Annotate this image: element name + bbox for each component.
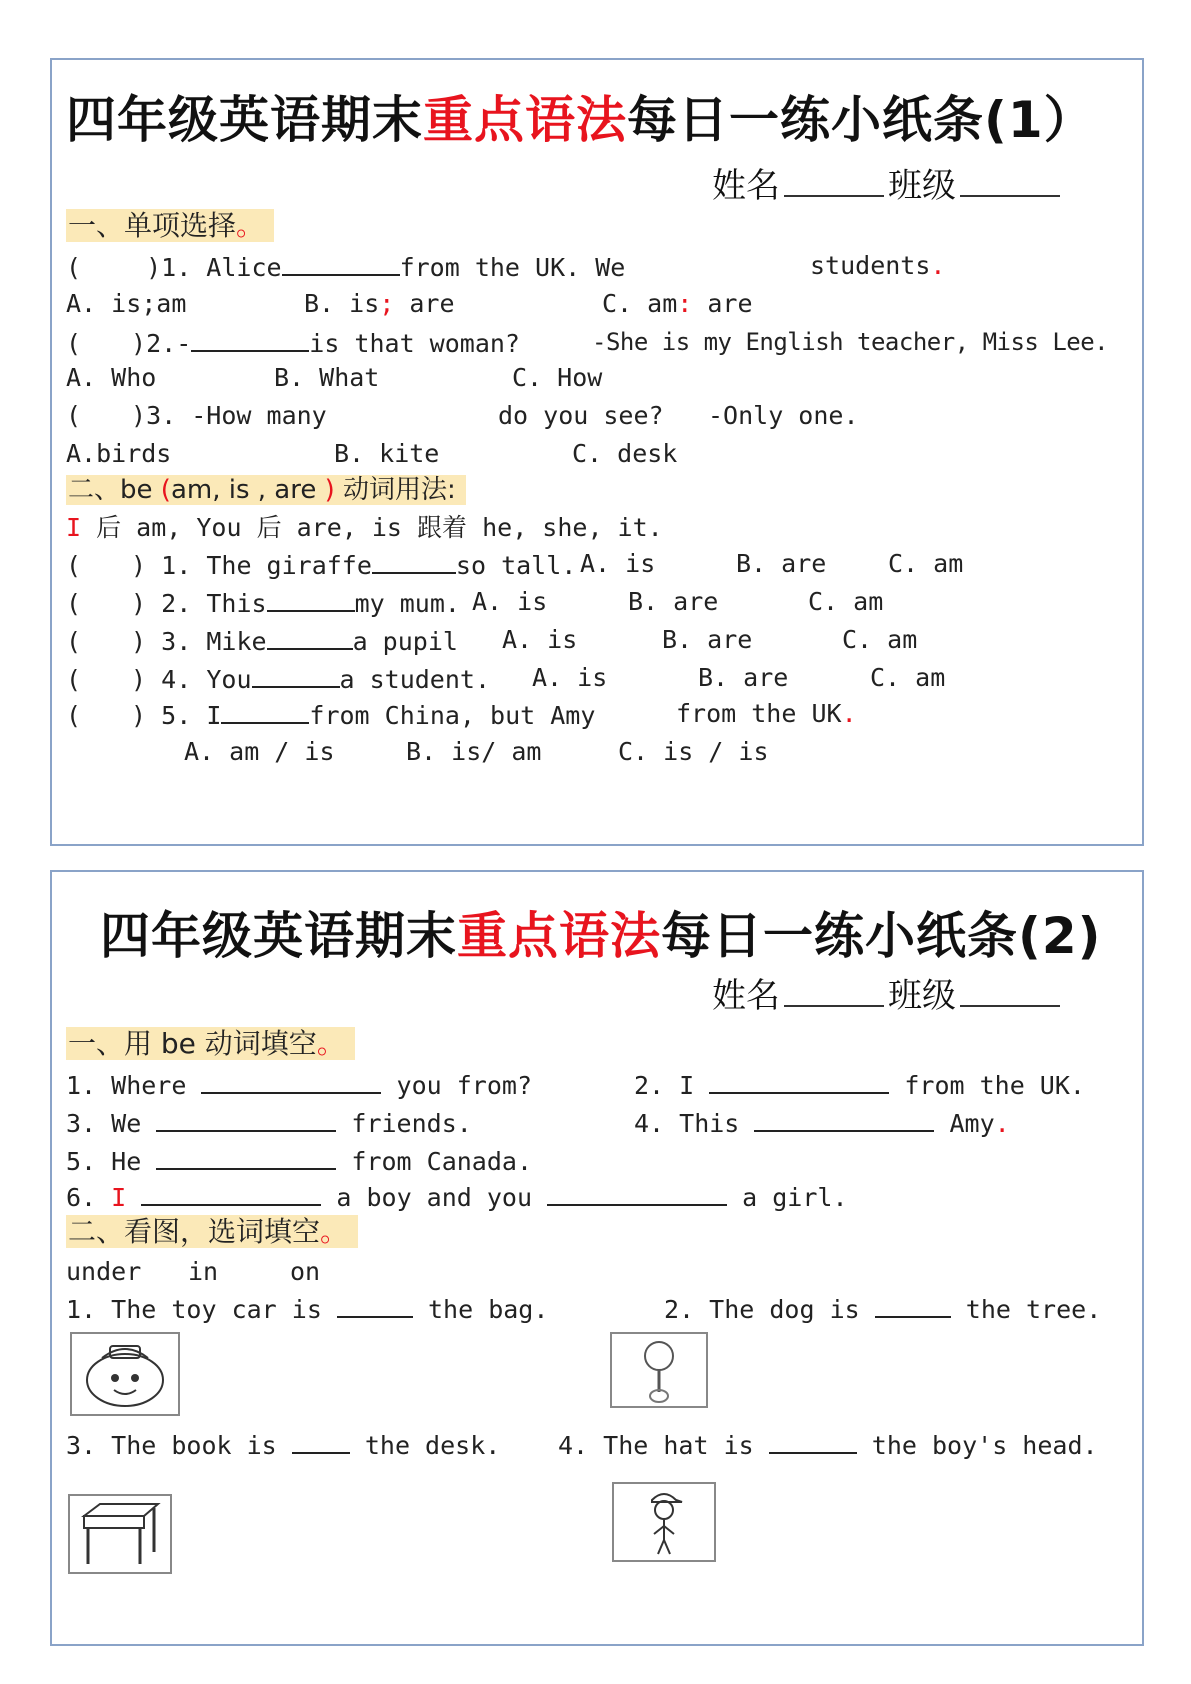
fill-row-3 [66, 1106, 472, 1140]
option-a[interactable]: A.birds [66, 439, 172, 468]
fill-text: 4. This [634, 1109, 740, 1138]
question-stem: ( )3. -How many [66, 401, 327, 430]
answer-blank[interactable] [372, 548, 456, 574]
pic-text: the tree. [965, 1295, 1102, 1324]
worksheet-2 [50, 870, 1144, 1646]
item-number: 4. [161, 665, 192, 694]
pic-text: the bag. [428, 1295, 549, 1324]
option-a[interactable]: A. is [502, 625, 578, 654]
option-c[interactable]: C. am [870, 663, 946, 692]
fill-row-5 [66, 1144, 532, 1178]
answer-blank[interactable] [282, 250, 400, 276]
sheet1-title [66, 80, 1095, 152]
bag-picture [70, 1332, 180, 1416]
grammar-rule [66, 512, 663, 544]
class-label: 班级 [888, 166, 956, 206]
answer-blank[interactable] [252, 662, 340, 688]
red-mark: ; [379, 289, 395, 318]
answer-paren[interactable]: ( ) [66, 665, 147, 694]
answer-blank[interactable] [156, 1144, 336, 1170]
item-text: The giraffe [206, 551, 372, 580]
item-text: so tall. [455, 551, 577, 580]
pic-text: 4. The hat is [558, 1431, 754, 1460]
fill-text: a girl. [742, 1183, 848, 1212]
picture-question-4 [558, 1428, 1098, 1462]
item-text: This [206, 589, 267, 618]
section-heading [66, 1216, 358, 1249]
name-blank[interactable] [784, 189, 884, 197]
word-option[interactable]: on [290, 1257, 321, 1286]
option-a[interactable]: A. is;am [66, 289, 187, 318]
item-text: a student. [339, 665, 491, 694]
answer-paren[interactable]: ( ) [66, 627, 147, 656]
fill-text: you from? [396, 1071, 533, 1100]
answer-blank[interactable] [201, 1068, 381, 1094]
answer-blank[interactable] [709, 1068, 889, 1094]
item-text: my mum. [354, 589, 460, 618]
question-2-end [592, 326, 1108, 358]
fill-row-4 [634, 1106, 1010, 1140]
option-a[interactable]: A. is [472, 587, 548, 616]
option-b[interactable]: B. is/ am [406, 737, 542, 766]
item-5-end [676, 698, 857, 730]
title-part: 四年级英语期末 [66, 91, 423, 149]
option-a[interactable]: A. Who [66, 363, 157, 392]
pic-text: 2. The dog is [664, 1295, 860, 1324]
question-3-end [708, 400, 859, 432]
sheet2-title [100, 896, 1102, 968]
fill-text: 2. I [634, 1071, 695, 1100]
worksheet-1 [50, 58, 1144, 846]
name-label: 姓名 [712, 976, 780, 1016]
boy-with-hat-icon [614, 1484, 714, 1560]
option-a[interactable]: A. is [532, 663, 608, 692]
answer-blank[interactable] [191, 326, 309, 352]
question-text: is that woman? [309, 329, 520, 358]
red-dot: . [841, 699, 857, 728]
section-heading [66, 474, 466, 506]
red-paren: ) [324, 475, 335, 505]
fill-row-2 [634, 1068, 1085, 1102]
fill-text: 5. He [66, 1147, 142, 1176]
fill-text: a boy and you [336, 1183, 533, 1212]
pic-text: the boy's head. [871, 1431, 1098, 1460]
option-c[interactable]: C. am [842, 625, 918, 654]
answer-blank[interactable] [337, 1292, 413, 1318]
fill-text: Amy [949, 1109, 995, 1138]
class-blank[interactable] [960, 999, 1060, 1007]
question-text: -She is my English teacher, Miss Lee. [592, 328, 1109, 356]
question-text: students [810, 251, 931, 280]
answer-blank[interactable] [769, 1428, 857, 1454]
option-c[interactable]: C. am [808, 587, 884, 616]
class-label: 班级 [888, 976, 956, 1016]
pic-text: 1. The toy car is [66, 1295, 322, 1324]
name-blank[interactable] [784, 999, 884, 1007]
option-b[interactable]: B. are [698, 663, 789, 692]
item-number: 2. [161, 589, 192, 618]
option-c-text: are [692, 289, 753, 318]
section-dot: 。 [236, 209, 265, 242]
be-verb-item [66, 586, 460, 620]
pic-text: 3. The book is [66, 1431, 277, 1460]
question-2 [66, 326, 520, 360]
answer-paren[interactable]: ( ) [66, 551, 147, 580]
fill-text: from the UK. [904, 1071, 1085, 1100]
red-paren: ( [160, 475, 171, 505]
picture-question-1 [66, 1292, 548, 1326]
red-dot: . [930, 251, 946, 280]
question-text: do you see? [498, 401, 664, 430]
name-class-line [712, 158, 1064, 207]
red-word: I [111, 1183, 127, 1212]
answer-blank[interactable] [292, 1428, 350, 1454]
tree-picture [610, 1332, 708, 1408]
question-stem: ( )1. Alice [66, 253, 282, 282]
picture-question-3 [66, 1428, 500, 1462]
title-part: 每日一练小纸条(2) [661, 907, 1102, 965]
option-b[interactable]: B. are [662, 625, 753, 654]
section-heading [66, 210, 274, 243]
item-text: from the UK [676, 699, 842, 728]
name-label: 姓名 [712, 166, 780, 206]
title-highlight: 重点语法 [423, 91, 627, 149]
option-a[interactable]: A. is [580, 549, 656, 578]
question-3 [66, 400, 327, 432]
item-number: 3. [161, 627, 192, 656]
section-title: am, is , are [170, 475, 317, 505]
be-verb-item [66, 662, 490, 696]
bag-icon [72, 1334, 178, 1414]
option-b-text: are [394, 289, 455, 318]
section-title: 一、用 be 动词填空 [68, 1027, 317, 1060]
question-1 [66, 250, 625, 284]
question-text: -Only one. [708, 401, 859, 430]
option-a[interactable]: A. am / is [184, 737, 335, 766]
item-number: 1. [161, 551, 192, 580]
option-c[interactable] [602, 288, 753, 320]
red-mark: : [677, 289, 693, 318]
item-text: I [206, 701, 222, 730]
option-c[interactable]: C. is / is [618, 737, 769, 766]
be-verb-item [66, 548, 576, 582]
rule-highlight: I [66, 513, 82, 542]
item-text: Mike [206, 627, 267, 656]
section-title: 二、看图，选词填空 [68, 1215, 321, 1248]
answer-blank[interactable] [156, 1106, 336, 1132]
title-part: 每日一练小纸条(1） [627, 91, 1095, 149]
section-title: 动词用法: [334, 475, 456, 505]
option-c-text: C. am [602, 289, 678, 318]
fill-row-6 [66, 1180, 848, 1214]
be-verb-item [66, 624, 458, 658]
class-blank[interactable] [960, 189, 1060, 197]
fill-row-1 [66, 1068, 532, 1102]
pic-text: the desk. [364, 1431, 501, 1460]
answer-blank[interactable] [267, 586, 355, 612]
answer-blank[interactable] [875, 1292, 951, 1318]
title-highlight: 重点语法 [457, 907, 661, 965]
word-option[interactable]: in [188, 1257, 219, 1286]
tree-icon [612, 1334, 706, 1406]
option-b[interactable]: B. kite [334, 439, 440, 468]
word-option[interactable]: under [66, 1257, 142, 1286]
red-dot: . [994, 1109, 1010, 1138]
answer-blank[interactable] [221, 698, 309, 724]
boy-picture [612, 1482, 716, 1562]
section-title: 二、be [68, 475, 153, 505]
item-text: a pupil [352, 627, 458, 656]
item-5 [66, 698, 595, 732]
option-c[interactable]: C. am [888, 549, 964, 578]
item-text: You [206, 665, 252, 694]
answer-blank[interactable] [547, 1180, 727, 1206]
desk-picture [68, 1494, 172, 1574]
answer-blank[interactable] [141, 1180, 321, 1206]
option-c[interactable]: C. desk [572, 439, 678, 468]
desk-icon [70, 1496, 170, 1572]
question-1-end [810, 250, 945, 282]
answer-paren[interactable]: ( ) [66, 701, 147, 730]
picture-question-2 [664, 1292, 1101, 1326]
fill-text: from Canada. [351, 1147, 533, 1176]
section-dot: 。 [316, 1027, 345, 1060]
option-b[interactable]: B. are [628, 587, 719, 616]
option-c[interactable]: C. How [512, 363, 603, 392]
answer-blank[interactable] [754, 1106, 934, 1132]
section-title: 一、单项选择 [68, 209, 237, 242]
item-number: 5. [161, 701, 192, 730]
fill-text: 1. Where [66, 1071, 187, 1100]
option-b[interactable]: B. are [736, 549, 827, 578]
section-heading [66, 1028, 355, 1061]
section-dot: 。 [320, 1215, 349, 1248]
question-stem: ( )2.- [66, 329, 192, 358]
option-b[interactable]: B. What [274, 363, 380, 392]
item-text: from China, but Amy [309, 701, 596, 730]
question-text: from the UK. We [399, 253, 626, 282]
name-class-line [712, 968, 1064, 1017]
answer-blank[interactable] [267, 624, 353, 650]
option-b[interactable] [304, 288, 455, 320]
fill-text: friends. [351, 1109, 472, 1138]
option-b-text: B. is [304, 289, 380, 318]
title-part: 四年级英语期末 [100, 907, 457, 965]
question-3-mid [498, 400, 664, 432]
fill-text: 6. [66, 1183, 97, 1212]
rule-text: 后 am, You 后 are, is 跟着 he, she, it. [81, 513, 663, 542]
answer-paren[interactable]: ( ) [66, 589, 147, 618]
fill-text: 3. We [66, 1109, 142, 1138]
